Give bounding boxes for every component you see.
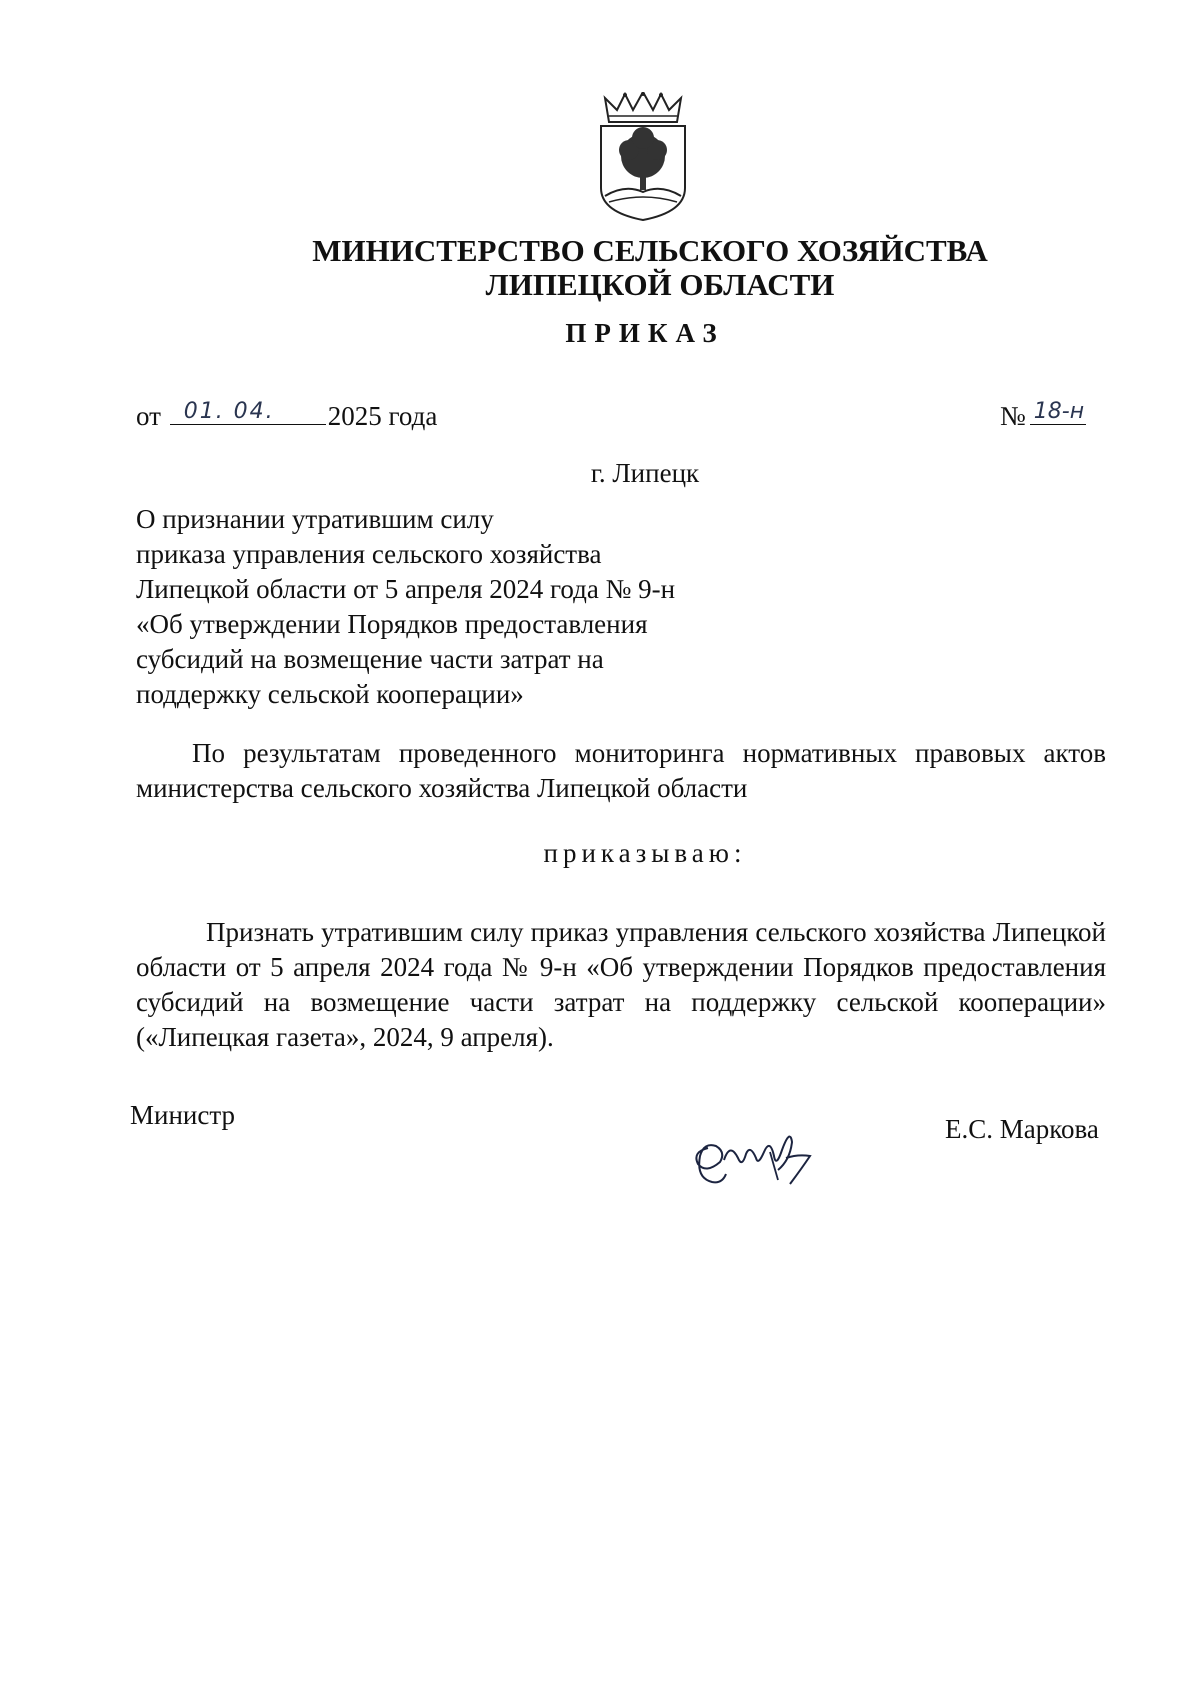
number-handwritten: 18-н: [1033, 399, 1085, 424]
document-date: [136, 398, 437, 432]
subject-line: Липецкой области от 5 апреля 2024 года № 9-н: [136, 574, 676, 604]
preamble-paragraph: По результатам проведенного мониторинга нормативных правовых актов министерства сельского хозяйства Липецкой области: [136, 738, 1106, 803]
date-handwritten: 01. 04.: [183, 399, 275, 424]
document-type: ПРИКАЗ: [565, 318, 725, 348]
date-prefix: от: [136, 401, 161, 431]
number-prefix: №: [1000, 401, 1026, 431]
coat-of-arms-icon: [595, 92, 691, 222]
subject-line: поддержку сельской кооперации»: [136, 679, 524, 709]
subject-line: субсидий на возмещение части затрат на: [136, 644, 604, 674]
signatory-title: Министр: [130, 1100, 235, 1130]
document-subject: [136, 502, 675, 712]
document-number: [1000, 398, 1086, 432]
subject-line: приказа управления сельского хозяйства: [136, 539, 602, 569]
number-blank: [1030, 398, 1086, 425]
subject-line: «Об утверждении Порядков предоставления: [136, 609, 648, 639]
ministry-name-line2: ЛИПЕЦКОЙ ОБЛАСТИ: [485, 267, 835, 302]
date-suffix: 2025 года: [327, 401, 438, 431]
date-blank: [170, 398, 326, 425]
handwritten-signature: [686, 1108, 816, 1188]
decree-word: приказываю:: [543, 838, 747, 868]
ministry-name-line1: МИНИСТЕРСТВО СЕЛЬСКОГО ХОЗЯЙСТВА: [312, 233, 988, 268]
signatory-name: Е.С. Маркова: [945, 1114, 1099, 1144]
subject-line: О признании утратившим силу: [136, 504, 494, 534]
city: г. Липецк: [590, 458, 700, 488]
operative-paragraph: Признать утратившим силу приказ управления сельского хозяйства Липецкой области от 5 апреля 2024 года № 9-н «Об утверждении Порядков предоставления субсидий на возмещение части затрат на поддержку сельской кооперации» («Липецкая газета», 2024, 9 апреля).: [136, 917, 1106, 1052]
